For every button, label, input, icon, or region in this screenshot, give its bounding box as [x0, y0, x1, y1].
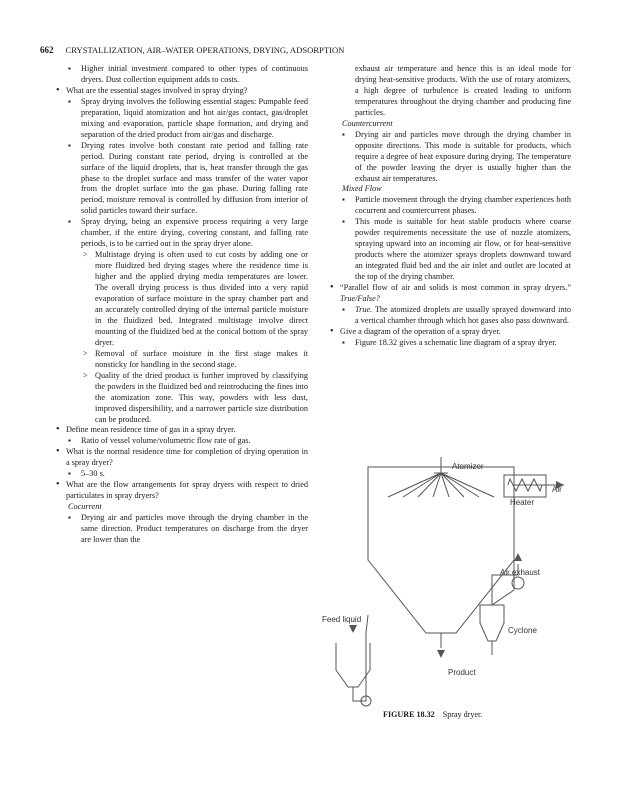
subheading-countercurrent: Countercurrent [342, 118, 393, 128]
list-item: ▪ Particle movement through the drying chamber experiences both cocurrent and countercurrent phases. [330, 195, 571, 217]
sub-list-item: > Quality of the dried product is further improved by classifying the powders in the fluidized bed and reintroducing the fines into the atomization zone. This way, powders with less dust, improved dispersibility, and a narrower particle size distribution can be produced. [56, 371, 308, 426]
spray-dryer-figure [318, 455, 580, 717]
figure-caption-text: Spray dryer. [442, 710, 483, 719]
product-arrow [437, 650, 445, 658]
question-text: “Parallel flow of air and solids is most common in spray dryers.” [340, 283, 571, 293]
continued-text: exhaust air temperature and hence this is an ideal mode for drying heat-sensitive products. With the use of rotary atomizers, a high degree of turbulence is created leading to uniform temperatures throughout the drying chamber and producing fine particles. [355, 64, 571, 117]
feed-arrow [349, 625, 357, 633]
drying-chamber [368, 467, 514, 633]
label-air: Air [552, 485, 562, 494]
list-item: ▪ Higher initial investment compared to other types of continuous dryers. Dust collection equipment adds to costs. [56, 64, 308, 86]
left-column [56, 64, 308, 546]
true-false-label: True/False? [340, 294, 380, 304]
list-item: ▪ Drying rates involve both constant rate period and falling rate period. During constant rate period, drying is controlled at the surface of the liquid droplets, that is, heat transfer through the gas phase to the droplet surface and mass transfer of the water vapor from the droplet surface into the gas phase. During falling rate period, moisture removal is controlled by diffusion from interior of solid particles toward their surface. [56, 141, 308, 218]
figure-caption [383, 710, 482, 719]
label-feed-liquid: Feed liquid [322, 615, 362, 624]
sub-list-item: > Multistage drying is often used to cut costs by adding one or more fluidized bed drying stages where the residence time is higher and the applied drying media temperatures are lower. The overall drying process is thus divided into a very rapid evaporation of surface moisture in the spray chamber part and an accurately controlled drying of the internal particle moisture in the fluidized bed. Integrated multistage involve direct mounting of the fluidized bed at the conical bottom of the spray dryer. [56, 250, 308, 349]
feed-tank [336, 643, 370, 687]
page-number: 662 [40, 45, 54, 55]
chamber-to-cyclone [492, 560, 514, 605]
answer-text: The atomized droplets are usually sprayed downward into a vertical chamber through which hot gases also pass downward. [355, 304, 572, 325]
cyclone-body [480, 605, 504, 641]
running-title: CRYSTALLIZATION, AIR–WATER OPERATIONS, DRYING, ADSORPTION [65, 45, 345, 55]
question: • Give a diagram of the operation of a spray dryer. [330, 327, 571, 338]
list-item: ▪ Spray drying, being an expensive process requiring a very large chamber, if the entire drying, covering constant, and falling rate periods, is to be carried out in the spray dryer alone. [56, 217, 308, 250]
question: • What are the essential stages involved in spray drying? [56, 86, 308, 97]
atomizer-shaft [434, 457, 448, 473]
list-item: ▪ Spray drying involves the following essential stages: Pumpable feed preparation, liquid atomization and hot air/gas contact, gas/droplet mixing and evaporation, particle shape formation, and drying and separation of the dried product from air/gas and discharge. [56, 97, 308, 141]
sub-list-item: > Removal of surface moisture in the first stage makes it nonsticky for handling in the second stage. [56, 349, 308, 371]
right-column [330, 64, 571, 349]
product-outlet [441, 633, 492, 655]
spray-dryer-diagram [318, 455, 580, 717]
question: • Define mean residence time of gas in a spray dryer. [56, 425, 308, 436]
figure-label: FIGURE 18.32 [383, 710, 435, 719]
list-item: ▪ Figure 18.32 gives a schematic line diagram of a spray dryer. [330, 338, 571, 349]
list-item: ▪ Ratio of vessel volume/volumetric flow rate of gas. [56, 436, 308, 447]
list-item: ▪ This mode is suitable for heat stable products where coarse powder requirements necessitate the use of nozzle atomizers, spraying upward into an incoming air flow, or for heat-sensitive products where the atomizer sprays droplets downward toward an integrated fluid bed and the air inlet and outlet are located at the top of the drying chamber. [330, 217, 571, 283]
list-item [330, 305, 571, 327]
list-item: ▪ 5–30 s. [56, 469, 308, 480]
subheading-cocurrent: Cocurrent [68, 502, 102, 512]
list-item: ▪ Drying air and particles move through the drying chamber in the same direction. Product temperatures on discharge from the dryer are lower than the [56, 513, 308, 546]
spray-cone [388, 473, 494, 497]
label-cyclone: Cyclone [508, 626, 537, 635]
answer-true: True. [355, 304, 373, 314]
exhaust-arrow [514, 553, 522, 561]
subheading-mixed-flow: Mixed Flow [342, 184, 382, 194]
list-item: ▪ Drying air and particles move through the drying chamber in opposite directions. This mode is suitable for products, which require a degree of heat exposure during drying. The temperature of the powder leaving the dryer is usually higher than the exhaust air temperatures. [330, 130, 571, 185]
question: • What are the flow arrangements for spray dryers with respect to dried particulates in spray dryers? [56, 480, 308, 502]
label-heater: Heater [510, 498, 535, 507]
running-header [40, 45, 580, 55]
label-atomizer: Atomizer [452, 462, 484, 471]
label-air-exhaust: Air exhaust [500, 568, 541, 577]
question [330, 283, 571, 305]
label-product: Product [448, 668, 476, 677]
question: • What is the normal residence time for completion of drying operation in a spray dryer? [56, 447, 308, 469]
heater-coil [508, 479, 542, 491]
